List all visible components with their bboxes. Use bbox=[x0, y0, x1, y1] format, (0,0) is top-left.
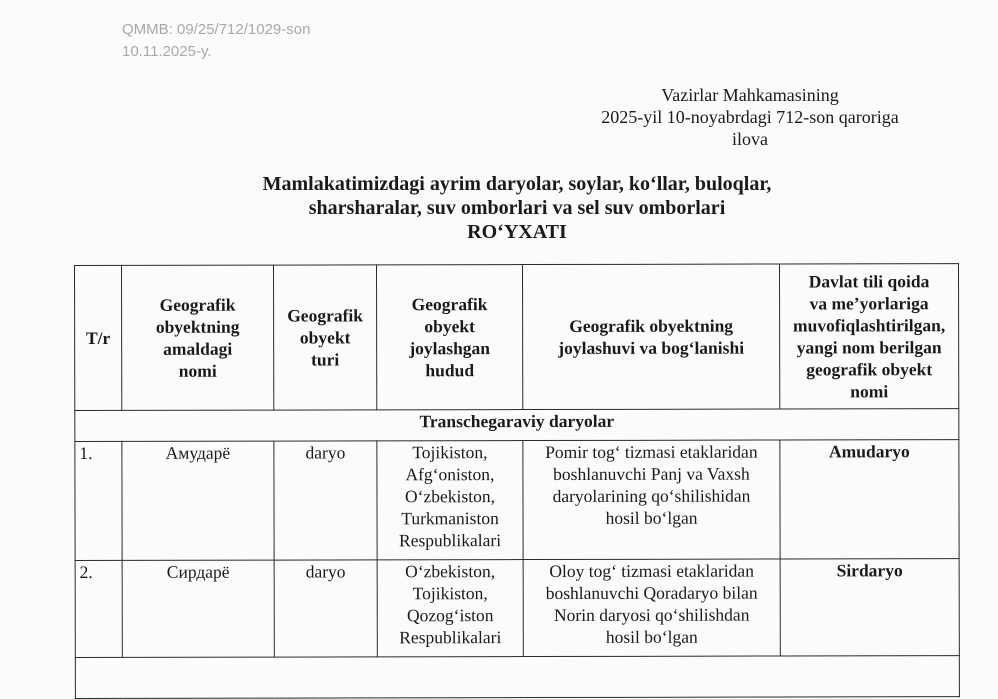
table-header-row bbox=[75, 264, 959, 411]
header-line: Geografik bbox=[159, 294, 236, 315]
location-line: daryolarining qo‘shilishidan bbox=[552, 485, 751, 506]
approval-line: Vazirlar Mahkamasining bbox=[661, 85, 839, 105]
document-title bbox=[130, 172, 904, 244]
approval-block bbox=[560, 84, 940, 150]
header-line: amaldagi bbox=[163, 338, 233, 359]
header-line: joylashuvi va bog‘lanishi bbox=[558, 337, 745, 358]
header-current-name bbox=[122, 265, 274, 410]
location-line: boshlanuvchi Qoradaryo bilan bbox=[545, 582, 758, 604]
location-cell bbox=[523, 440, 780, 560]
current-name-cell: Амударё bbox=[122, 441, 274, 560]
cut-off-row bbox=[75, 656, 959, 699]
section-title: Transchegaraviy daryolar bbox=[75, 409, 959, 442]
type-cell: daryo bbox=[274, 560, 377, 657]
approval-line: ilova bbox=[732, 129, 768, 149]
table-row bbox=[75, 440, 959, 561]
header-line: obyekt bbox=[299, 327, 351, 348]
type-cell: daryo bbox=[274, 441, 377, 560]
header-line: nomi bbox=[850, 381, 889, 402]
location-line: hosil bo‘lgan bbox=[605, 626, 698, 647]
region-cell bbox=[377, 441, 523, 560]
current-name-cell: Сирдарё bbox=[122, 560, 274, 657]
header-line: muvofiqlashtirilgan, bbox=[793, 315, 946, 336]
table-row-partial bbox=[75, 656, 959, 699]
title-line: Mamlakatimizdagi ayrim daryolar, soylar, ko‘llar, buloqlar, bbox=[262, 173, 772, 195]
header-line: turi bbox=[311, 349, 340, 370]
header-new-name bbox=[779, 264, 958, 409]
header-line: geografik obyekt bbox=[806, 359, 933, 380]
header-line: Geografik bbox=[411, 294, 488, 315]
region-cell bbox=[377, 560, 523, 657]
region-line: O‘zbekiston, bbox=[405, 561, 496, 582]
new-name-cell: Sirdaryo bbox=[780, 559, 959, 656]
header-type bbox=[274, 265, 377, 410]
header-line: Geografik obyektning bbox=[569, 315, 734, 336]
region-line: Respublikalari bbox=[399, 627, 502, 648]
header-line: obyektning bbox=[155, 316, 240, 337]
registration-date: 10.11.2025-y. bbox=[122, 43, 212, 60]
header-region bbox=[377, 265, 523, 410]
region-line: Qozog‘iston bbox=[406, 605, 494, 626]
location-line: Norin daryosi qo‘shilishdan bbox=[554, 604, 750, 625]
section-row bbox=[75, 409, 959, 442]
row-number: 1. bbox=[75, 441, 122, 560]
register-table bbox=[74, 263, 960, 699]
header-location bbox=[523, 264, 780, 410]
region-line: Afg‘oniston, bbox=[405, 464, 495, 485]
location-line: hosil bo‘lgan bbox=[605, 507, 698, 528]
header-number: T/r bbox=[75, 265, 122, 410]
new-name-cell: Amudaryo bbox=[780, 440, 959, 559]
region-line: Tojikiston, bbox=[412, 583, 488, 604]
title-line: RO‘YXATI bbox=[467, 221, 567, 243]
location-cell bbox=[523, 559, 780, 657]
location-line: Pomir tog‘ tizmasi etaklaridan bbox=[545, 441, 758, 463]
table-row bbox=[75, 559, 959, 658]
title-line: sharsharalar, suv omborlari va sel suv omborlari bbox=[308, 197, 726, 219]
header-line: nomi bbox=[178, 360, 217, 381]
header-line: Davlat tili qoida bbox=[808, 271, 930, 292]
header-line: hudud bbox=[425, 360, 475, 381]
header-line: obyekt bbox=[424, 316, 475, 337]
approval-line: 2025-yil 10-noyabrdagi 712-son qaroriga bbox=[601, 107, 899, 127]
location-line: Oloy tog‘ tizmasi etaklaridan bbox=[549, 560, 754, 582]
registration-stamp bbox=[122, 19, 310, 63]
region-line: Respublikalari bbox=[399, 530, 502, 551]
row-number: 2. bbox=[75, 560, 122, 657]
registration-number: QMMB: 09/25/712/1029-son bbox=[122, 21, 311, 38]
header-line: joylashgan bbox=[409, 338, 491, 359]
header-line: yangi nom berilgan bbox=[796, 337, 942, 358]
header-line: va me’yorlariga bbox=[809, 293, 929, 314]
region-line: Tojikiston, bbox=[412, 442, 488, 463]
location-line: boshlanuvchi Panj va Vaxsh bbox=[553, 463, 750, 484]
region-line: Turkmaniston bbox=[401, 508, 499, 529]
region-line: O‘zbekiston, bbox=[404, 486, 495, 507]
header-line: Geografik bbox=[287, 305, 364, 326]
